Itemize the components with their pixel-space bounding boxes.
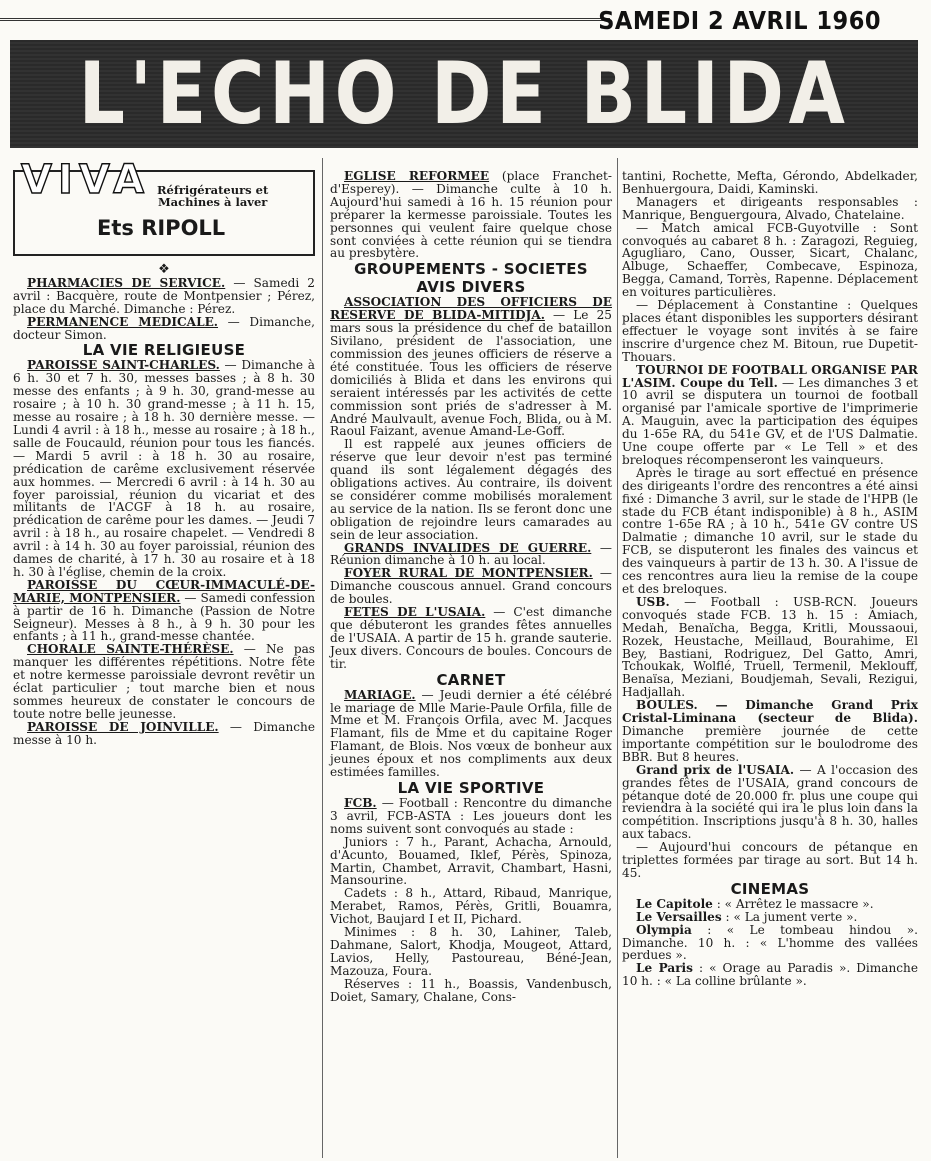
article xyxy=(330,797,612,836)
page-title: L'ECHO DE BLIDA xyxy=(78,44,850,144)
article-text: — Dimanche, docteur Simon. xyxy=(13,314,315,342)
article-lead: FETES DE L'USAIA. xyxy=(344,605,486,620)
article-text: — A l'occasion des grandes fêtes de l'USAIA, grand concours de pétanque doté de 20.000 fr. plus une coupe qui reviendra à la société qui ira le plus loin dans la compétition. Inscriptions jusqu'à 8 h. 30, halles aux tabacs. xyxy=(622,762,918,842)
section-heading: GROUPEMENTS - SOCIETES xyxy=(354,260,588,279)
article-lead: TOURNOI DE FOOTBALL ORGANISE PAR L'ASIM. Coupe du Tell. xyxy=(622,362,918,390)
article-text: — Aujourd'hui concours de pétanque en triplettes formées par tirage au sort. But 14 h. 45. xyxy=(622,840,918,880)
article xyxy=(13,277,315,316)
article xyxy=(622,924,918,963)
ad-company: Ets RIPOLL xyxy=(97,216,226,240)
article xyxy=(622,764,918,841)
advertisement xyxy=(13,157,315,256)
article xyxy=(13,643,315,720)
dateline: SAMEDI 2 AVRIL 1960 xyxy=(598,6,881,35)
article-text: : « Arrêtez le massacre ». xyxy=(712,896,874,911)
article xyxy=(13,316,315,342)
article-text: — C'est dimanche que débuteront les grandes fêtes annuelles de l'USAIA. A partir de 15 h. grande sauterie. Jeux divers. Concours de boules. Concours de tir. xyxy=(330,605,612,671)
article-lead: PAROISSE SAINT-CHARLES. xyxy=(27,358,220,373)
section-heading: AVIS DIVERS xyxy=(416,278,526,297)
article-lead: USB. xyxy=(636,594,670,609)
ad-logo: VIVA xyxy=(21,157,151,203)
article xyxy=(622,596,918,699)
section-heading: CARNET xyxy=(436,670,506,689)
article-text: — Dimanche couscous annuel. Grand concours de boules. xyxy=(330,566,612,607)
column-rule xyxy=(617,158,618,1158)
column-1 xyxy=(13,157,315,747)
article-text: — Dimanche messe à 10 h. xyxy=(13,719,315,747)
article-text: — Le 25 mars sous la présidence du chef de bataillon Sivilano, président de l'association, une commission des jeunes officiers de réserve a été constituée. Tous les officiers de réserve domiciliés à Blida et dans les environs qui seraient intéressés par les activités de cette commission sont priés de s'adresser à M. André Maulvault, avenue Foch, Blida, ou à M. Raoul Faizant, avenue Amand-Le-Goff. xyxy=(330,308,612,439)
article-lead: PERMANENCE MEDICALE. xyxy=(27,314,219,329)
ornament-icon: ❖ xyxy=(158,262,170,277)
article-text: — Match amical FCB-Guyotville : Sont convoqués au cabaret 8 h. : Zaragozi, Reguieg, Agugliaro, Cano, Ousser, Sicart, Chalanc, Albuge, Schaeffer, Combecave, Espinoza, Begga, Camand, Torrès, Rapenne. Déplacement en voitures particulières. xyxy=(622,220,918,300)
article-lead: Le Versailles xyxy=(636,909,722,924)
article xyxy=(13,721,315,747)
article xyxy=(13,579,315,644)
article-text: : « Le tombeau hindou ». Dimanche. 10 h. : « L'homme des vallées perdues ». xyxy=(622,922,918,963)
article-text: Dimanche première journée de cette importante compétition sur le boulodrome des BBR. But 8 heures. xyxy=(622,723,918,764)
article xyxy=(330,689,612,779)
article-lead: PAROISSE DU CŒUR-IMMACULÉ-DE-MARIE, MONTPENSIER. xyxy=(13,577,315,605)
article-lead: BOULES. — Dimanche Grand Prix Cristal-Liminana (secteur de Blida). xyxy=(622,698,918,726)
article-lead: Le Paris xyxy=(636,961,693,976)
article xyxy=(330,606,612,671)
article xyxy=(13,359,315,578)
article-lead: ASSOCIATION DES OFFICIERS DE RESERVE DE BLIDA-MITIDJA. xyxy=(330,295,612,323)
article-text: Minimes : 8 h. 30, Lahiner, Taleb, Dahmane, Salort, Khodja, Mougeot, Attard, Lavios, Helly, Pastoureau, Béné-Jean, Mazouza, Foura. xyxy=(330,925,612,978)
column-rule xyxy=(322,158,323,1158)
ad-tagline xyxy=(157,184,268,208)
article-text: Réserves : 11 h., Boassis, Vandenbusch, Doiet, Samary, Chalane, Cons- xyxy=(330,976,612,1004)
article-text: — Football : Rencontre du dimanche 3 avril, FCB-ASTA : Les joueurs dont les noms suivent sont convoqués au stade : xyxy=(330,795,612,836)
article xyxy=(330,170,612,260)
article-lead: GRANDS INVALIDES DE GUERRE. xyxy=(344,540,592,555)
article xyxy=(622,699,918,764)
article-lead: Le Capitole xyxy=(636,896,713,911)
article-text: (place Franchet-d'Esperey). — Dimanche culte à 10 h. Aujourd'hui samedi à 16 h. 15 réunion pour préparer la kermesse paroissiale. Toutes les personnes qui veulent faire quelque chose sont conviées à cette réunion qui se tiendra au presbytère. xyxy=(330,169,612,261)
article-lead: EGLISE REFORMEE xyxy=(344,169,490,183)
section-heading: LA VIE RELIGIEUSE xyxy=(82,341,246,360)
top-rule xyxy=(0,18,610,21)
article-lead: Grand prix de l'USAIA. xyxy=(636,762,795,777)
article-lead: Olympia xyxy=(636,922,692,937)
article-text: : « Orage au Paradis ». Dimanche 10 h. : « La colline brûlante ». xyxy=(622,961,918,989)
article-text: — Samedi confession à partir de 16 h. Dimanche (Passion de Notre Seigneur). Messes à 8 h., à 9 h. 30 pour les enfants ; à 11 h., grand-messe chantée. xyxy=(13,590,315,644)
article-lead: PAROISSE DE JOINVILLE. xyxy=(27,719,219,734)
column-2 xyxy=(330,170,612,1003)
ad-line: Réfrigérateurs et xyxy=(157,183,269,197)
article-text: — Réunion dimanche à 10 h. au local. xyxy=(330,540,612,568)
article-text: — Les dimanches 3 et 10 avril se disputera un tournoi de football organisé par l'amicale sportive de l'imprimerie A. Mauguin, avec la participation des équipes du 1-65e RA, du 541e GV, et de l'US Dalmatie. Une coupe offerte par « Le Tell » et des breloques récompenseront les vainqueurs. xyxy=(622,375,918,467)
article-text: Après le tirage au sort effectué en présence des dirigeants l'ordre des rencontres a été ainsi fixé : Dimanche 3 avril, sur le stade de l'HPB (le stade du FCB étant indisponible) à 8 h., ASIM contre 1-65e RA ; à 10 h., 541e GV contre US Dalmatie ; dimanche 10 avril, sur le stade du FCB, se disputeront les finales des vaincus et des vainqueurs à partir de 13 h. 30. A l'issue de ces rencontres aura lieu la remise de la coupe et des breloques. xyxy=(622,465,918,596)
article-text: — Ne pas manquer les différentes répétitions. Notre fête et notre kermesse paroissiale devront revêtir un éclat particulier ; tout marche bien et nous sommes heureux de constater le concours de toute notre belle jeunesse. xyxy=(13,642,315,721)
article-lead: CHORALE SAINTE-THÉRÈSE. xyxy=(27,642,234,657)
section-heading: LA VIE SPORTIVE xyxy=(397,778,545,797)
column-3 xyxy=(622,170,918,988)
article xyxy=(330,542,612,568)
article-text: — Samedi 2 avril : Bacquère, route de Montpensier ; Pérez, place du Marché. Dimanche : Pérez. xyxy=(13,275,315,316)
article-text: tantini, Rochette, Mefta, Gérondo, Abdelkader, Benhuergoura, Daidi, Kaminski. xyxy=(622,169,918,196)
section-heading: CINEMAS xyxy=(730,879,810,898)
article-lead: MARIAGE. xyxy=(344,687,416,702)
article-text: — Dimanche à 6 h. 30 et 7 h. 30, messes basses ; à 8 h. 30 messe des enfants ; à 9 h. 30, grand-messe au rosaire ; à 10 h. 30 grand-messe ; à 11 h. 15, messe au rosaire ; à 18 h. 30 dernière messe. — Lundi 4 avril : à 18 h., messe au rosaire ; à 18 h., salle de Foucauld, réunion pour tous les fiancés. — Mardi 5 avril : à 18 h. 30 au rosaire, prédication de carême exclusivement réservée aux hommes. — Mercredi 6 avril : à 14 h. 30 au foyer paroissial, réunion du vicariat et des militants de l'ACGF à 18 h. au rosaire, prédication de carême pour les dames. — Jeudi 7 avril : à 18 h., au rosaire chapelet. — Vendredi 8 avril : à 14 h. 30 au foyer paroissial, réunion des dames de charité, à 17 h. 30 au rosaire et à 18 h. 30 à l'église, chemin de la croix. xyxy=(13,358,315,579)
article-text: : « La jument verte ». xyxy=(721,909,858,924)
article-text: — Déplacement à Constantine : Quelques places étant disponibles les supporters désirant effectuer le voyage sont invités à se faire inscrire d'urgence chez M. Bitoun, rue Dupetit-Thouars. xyxy=(622,298,918,364)
article xyxy=(330,567,612,606)
article-lead: FCB. xyxy=(344,795,377,810)
article-text: Cadets : 8 h., Attard, Ribaud, Manrique, Merabet, Ramos, Pérès, Gritli, Bouamra, Vichot, Baujard I et II, Pichard. xyxy=(330,886,612,927)
ad-line: Machines à laver xyxy=(157,195,268,209)
article xyxy=(622,364,918,467)
article xyxy=(622,962,918,988)
article xyxy=(330,296,612,438)
article-lead: PHARMACIES DE SERVICE. xyxy=(27,275,226,290)
article-text: Il est rappelé aux jeunes officiers de réserve que leur devoir n'est pas terminé quand ils sont légalement dégagés des obligations actives. Au contraire, ils doivent se considérer comme mobilisés moralement au service de la nation. Ils se feront donc une obligation de rejoindre leurs camarades au sein de leur association. xyxy=(330,437,612,542)
article-text: Juniors : 7 h., Parant, Achacha, Arnould, d'Acunto, Bouamed, Iklef, Pérès, Spinoza, Martin, Chambet, Arravit, Chambart, Hasni, Mansourine. xyxy=(330,834,612,888)
article-text: — Jeudi dernier a été célébré le mariage de Mlle Marie-Paule Orfila, fille de Mme et M. François Orfila, avec M. Jacques Flamant, fils de Mme et du capitaine Roger Flamant, de Blois. Nos vœux de bonheur aux jeunes époux et nos compliments aux deux estimées familles. xyxy=(330,687,612,780)
article-text: — Football : USB-RCN. Joueurs convoqués stade FCB. 13 h. 15 : Amiach, Medah, Benaïcha, Begga, Kritli, Moussaoui, Rozek, Heustache, Meillaud, Bourahime, El Bey, Bastiani, Rodriguez, Del Gatto, Amri, Tchoukak, Wolflé, Truell, Termenil, Meklouff, Benaïsa, Meziani, Boudjemah, Sevali, Rezigui, Hadjallah. xyxy=(622,594,918,700)
masthead xyxy=(10,40,918,148)
article-text: Managers et dirigeants responsables : Manrique, Benguergoura, Alvado, Chatelaine. xyxy=(622,194,918,222)
article-lead: FOYER RURAL DE MONTPENSIER. xyxy=(344,566,593,581)
